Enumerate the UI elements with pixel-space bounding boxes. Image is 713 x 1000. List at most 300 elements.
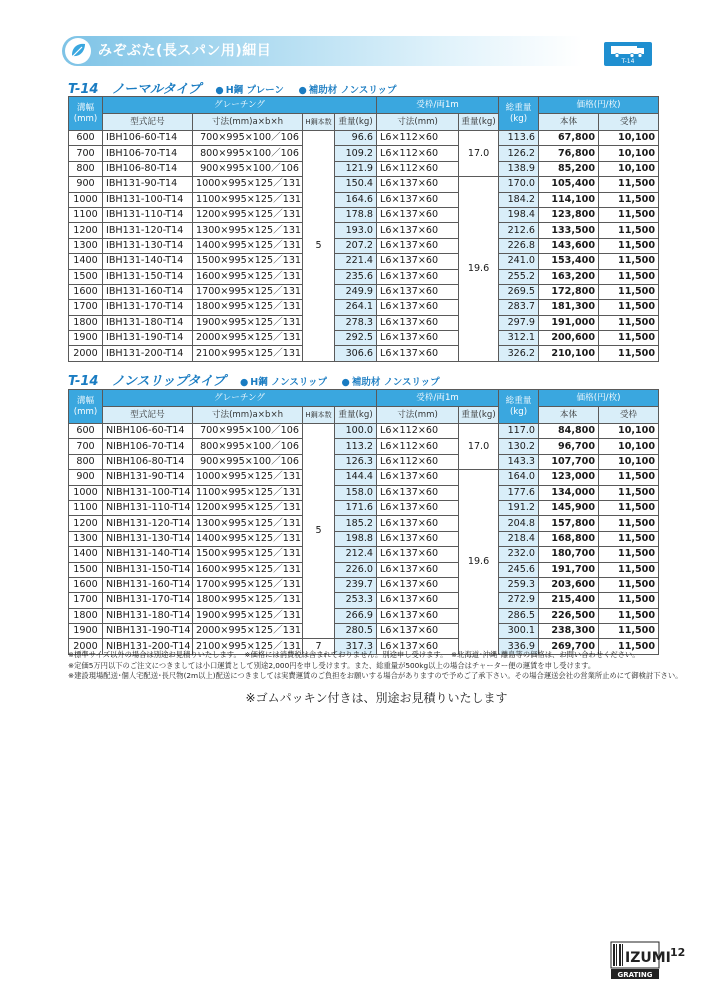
section1-table	[68, 96, 659, 362]
col-total-header	[499, 390, 539, 424]
cell-width: 1400	[69, 547, 103, 562]
cell-weight: 264.1	[335, 300, 377, 315]
cell-frame-price: 11,500	[599, 470, 659, 485]
cell-body-price: 168,800	[539, 531, 599, 546]
cell-dims: 1700×995×125／131	[193, 577, 303, 592]
cell-model: NIBH131-150-T14	[103, 562, 193, 577]
cell-body-price: 180,700	[539, 547, 599, 562]
cell-total-weight: 300.1	[499, 624, 539, 639]
cell-frame-dims: L6×137×60	[377, 531, 459, 546]
cell-width: 900	[69, 177, 103, 192]
cell-frame-price: 10,100	[599, 439, 659, 454]
section1-note2	[298, 85, 396, 96]
cell-model: NIBH131-190-T14	[103, 624, 193, 639]
cell-weight: 96.6	[335, 131, 377, 146]
cell-width: 1200	[69, 516, 103, 531]
cell-dims: 1800×995×125／131	[193, 593, 303, 608]
table-row	[69, 131, 659, 146]
cell-frame-price: 11,500	[599, 485, 659, 500]
cell-dims: 800×995×100／106	[193, 146, 303, 161]
cell-frame-dims: L6×137×60	[377, 500, 459, 515]
cell-frame-dims: L6×112×60	[377, 439, 459, 454]
cell-width: 1100	[69, 207, 103, 222]
cell-body-price: 76,800	[539, 146, 599, 161]
col-model-header: 型式記号	[103, 114, 193, 131]
cell-frame-dims: L6×137×60	[377, 485, 459, 500]
cell-width: 1300	[69, 531, 103, 546]
cell-frame-price: 11,500	[599, 639, 659, 654]
cell-dims: 700×995×100／106	[193, 131, 303, 146]
cell-width: 1000	[69, 485, 103, 500]
col-frame-weight-header: 重量(kg)	[459, 407, 499, 424]
cell-frame-dims: L6×137×60	[377, 516, 459, 531]
product-tag	[604, 42, 652, 66]
cell-frame-dims: L6×137×60	[377, 547, 459, 562]
cell-frame-price: 10,100	[599, 161, 659, 176]
cell-model: NIBH131-110-T14	[103, 500, 193, 515]
cell-body-price: 96,700	[539, 439, 599, 454]
cell-model: NIBH131-130-T14	[103, 531, 193, 546]
cell-model: NIBH131-120-T14	[103, 516, 193, 531]
cell-model: IBH106-80-T14	[103, 161, 193, 176]
cell-frame-price: 10,100	[599, 424, 659, 439]
cell-weight: 212.4	[335, 547, 377, 562]
cell-weight: 144.4	[335, 470, 377, 485]
table-row	[69, 500, 659, 515]
cell-width: 900	[69, 470, 103, 485]
cell-total-weight: 198.4	[499, 207, 539, 222]
table-row	[69, 192, 659, 207]
cell-body-price: 133,500	[539, 223, 599, 238]
cell-model: IBH131-110-T14	[103, 207, 193, 222]
cell-frame-dims: L6×137×60	[377, 238, 459, 253]
cell-frame-dims: L6×137×60	[377, 470, 459, 485]
cell-frame-price: 11,500	[599, 593, 659, 608]
cell-frame-dims: L6×137×60	[377, 284, 459, 299]
cell-frame-dims: L6×137×60	[377, 593, 459, 608]
table-row	[69, 146, 659, 161]
table-row	[69, 470, 659, 485]
cell-total-weight: 272.9	[499, 593, 539, 608]
cell-dims: 2000×995×125／131	[193, 624, 303, 639]
gasket-note: ※ゴムパッキン付きは、別途お見積りいたします	[245, 691, 508, 705]
cell-dims: 1200×995×125／131	[193, 207, 303, 222]
table-row	[69, 300, 659, 315]
cell-frame-dims: L6×112×60	[377, 146, 459, 161]
cell-model: IBH131-90-T14	[103, 177, 193, 192]
bullet-icon: ●	[215, 85, 224, 96]
cell-weight: 109.2	[335, 146, 377, 161]
footnote-2: ※定価5万円以下のご注文につきましては小口運賃として別途2,000円を申し受けます。また、総重量が500kg以上の場合はチャーター便の運賃を申し受けます。	[68, 660, 596, 670]
cell-total-weight: 218.4	[499, 531, 539, 546]
cell-model: IBH106-70-T14	[103, 146, 193, 161]
table-row	[69, 547, 659, 562]
cell-frame-dims: L6×137×60	[377, 639, 459, 654]
cell-total-weight: 138.9	[499, 161, 539, 176]
col-price-header: 価格(円/枚)	[539, 97, 659, 114]
section2-note2	[342, 377, 440, 388]
col-dims-header: 寸法(mm)a×b×h	[193, 407, 303, 424]
cell-model: NIBH106-80-T14	[103, 454, 193, 469]
cell-weight: 193.0	[335, 223, 377, 238]
col-width-label: 溝幅 (mm)	[73, 395, 98, 417]
cell-width: 1200	[69, 223, 103, 238]
cell-model: NIBH131-200-T14	[103, 639, 193, 654]
cell-frame-dims: L6×137×60	[377, 608, 459, 623]
cell-frame-price: 11,500	[599, 269, 659, 284]
cell-frame-price: 11,500	[599, 331, 659, 346]
cell-width: 1100	[69, 500, 103, 515]
cell-dims: 1600×995×125／131	[193, 562, 303, 577]
cell-frame-price: 11,500	[599, 608, 659, 623]
table-row	[69, 624, 659, 639]
cell-weight: 292.5	[335, 331, 377, 346]
cell-frame-price: 11,500	[599, 500, 659, 515]
cell-frame-dims: L6×137×60	[377, 192, 459, 207]
section1-note1	[215, 85, 284, 96]
cell-model: NIBH131-170-T14	[103, 593, 193, 608]
cell-width: 1700	[69, 300, 103, 315]
cell-frame-price: 11,500	[599, 577, 659, 592]
cell-weight: 113.2	[335, 439, 377, 454]
col-frame-header: 受枠/両1m	[377, 97, 499, 114]
cell-total-weight: 191.2	[499, 500, 539, 515]
cell-dims: 1400×995×125／131	[193, 238, 303, 253]
logo-text-bottom: GRATING	[617, 971, 653, 979]
cell-total-weight: 184.2	[499, 192, 539, 207]
cell-width: 1800	[69, 315, 103, 330]
cell-frame-price: 10,100	[599, 146, 659, 161]
section2-heading: T-14 ノンスリップタイプ	[68, 374, 226, 389]
cell-body-price: 172,800	[539, 284, 599, 299]
cell-body-price: 191,000	[539, 315, 599, 330]
col-total-label: 総重量 (kg)	[505, 102, 532, 124]
cell-width: 1700	[69, 593, 103, 608]
cell-dims: 1600×995×125／131	[193, 269, 303, 284]
table-row	[69, 454, 659, 469]
cell-weight: 150.4	[335, 177, 377, 192]
cell-weight: 158.0	[335, 485, 377, 500]
brand-logo-mark	[611, 942, 671, 980]
cell-width: 1500	[69, 562, 103, 577]
cell-total-weight: 232.0	[499, 547, 539, 562]
cell-body-price: 143,600	[539, 238, 599, 253]
cell-frame-price: 11,500	[599, 254, 659, 269]
cell-width: 800	[69, 161, 103, 176]
cell-weight: 226.0	[335, 562, 377, 577]
cell-dims: 1300×995×125／131	[193, 516, 303, 531]
cell-frame-dims: L6×112×60	[377, 131, 459, 146]
cell-total-weight: 255.2	[499, 269, 539, 284]
cell-width: 1600	[69, 577, 103, 592]
cell-width: 2000	[69, 639, 103, 654]
cell-frame-dims: L6×137×60	[377, 223, 459, 238]
cell-width: 1900	[69, 624, 103, 639]
cell-dims: 1200×995×125／131	[193, 500, 303, 515]
cell-model: IBH131-150-T14	[103, 269, 193, 284]
cell-total-weight: 269.5	[499, 284, 539, 299]
cell-frame-dims: L6×137×60	[377, 254, 459, 269]
cell-body-price: 123,800	[539, 207, 599, 222]
col-price-header: 価格(円/枚)	[539, 390, 659, 407]
col-total-header	[499, 97, 539, 131]
footnote-1: ※標準サイズ以外の場合は別途お見積りいたします。 ※価格には消費税は含まれておりません。別途申し受けます。 ※北海道･沖縄･離島等の価格は、お問い合わせください。	[68, 650, 640, 659]
header-banner	[62, 36, 582, 66]
cell-model: IBH106-60-T14	[103, 131, 193, 146]
cell-frame-dims: L6×137×60	[377, 315, 459, 330]
col-frame-price-header: 受枠	[599, 114, 659, 131]
cell-frame-price: 11,500	[599, 547, 659, 562]
cell-frame-price: 10,100	[599, 454, 659, 469]
cell-width: 700	[69, 439, 103, 454]
bullet-icon: ●	[298, 85, 307, 96]
cell-body-price: 84,800	[539, 424, 599, 439]
table-row	[69, 223, 659, 238]
cell-model: NIBH131-90-T14	[103, 470, 193, 485]
cell-body-price: 67,800	[539, 131, 599, 146]
col-body-header: 本体	[539, 407, 599, 424]
col-width-header	[69, 97, 103, 131]
cell-width: 1000	[69, 192, 103, 207]
cell-total-weight: 177.6	[499, 485, 539, 500]
table-row	[69, 577, 659, 592]
cell-frame-price: 11,500	[599, 223, 659, 238]
cell-body-price: 107,700	[539, 454, 599, 469]
col-frame-dims-header: 寸法(mm)	[377, 114, 459, 131]
cell-dims: 1900×995×125／131	[193, 315, 303, 330]
cell-model: NIBH106-70-T14	[103, 439, 193, 454]
cell-body-price: 105,400	[539, 177, 599, 192]
col-body-header: 本体	[539, 114, 599, 131]
footnotes	[68, 650, 683, 682]
cell-dims: 1100×995×125／131	[193, 485, 303, 500]
table-row	[69, 439, 659, 454]
cell-weight: 178.8	[335, 207, 377, 222]
cell-width: 600	[69, 424, 103, 439]
cell-model: IBH131-100-T14	[103, 192, 193, 207]
tag-label: T-14	[621, 58, 635, 65]
truck-icon	[610, 44, 646, 58]
cell-frame-weight: 19.6	[459, 177, 499, 362]
cell-frame-dims: L6×137×60	[377, 346, 459, 361]
bullet-icon: ●	[341, 377, 350, 388]
brand-logo	[611, 942, 671, 980]
table-row	[69, 315, 659, 330]
section2-table	[68, 389, 659, 655]
cell-model: IBH131-170-T14	[103, 300, 193, 315]
cell-dims: 1300×995×125／131	[193, 223, 303, 238]
cell-frame-dims: L6×137×60	[377, 300, 459, 315]
table-row	[69, 424, 659, 439]
cell-body-price: 191,700	[539, 562, 599, 577]
cell-model: IBH131-120-T14	[103, 223, 193, 238]
cell-width: 1400	[69, 254, 103, 269]
cell-model: IBH131-180-T14	[103, 315, 193, 330]
table-row	[69, 346, 659, 361]
cell-body-price: 215,400	[539, 593, 599, 608]
cell-total-weight: 336.9	[499, 639, 539, 654]
cell-dims: 1900×995×125／131	[193, 608, 303, 623]
cell-dims: 1700×995×125／131	[193, 284, 303, 299]
cell-width: 1500	[69, 269, 103, 284]
cell-total-weight: 113.6	[499, 131, 539, 146]
cell-body-price: 269,700	[539, 639, 599, 654]
cell-dims: 1100×995×125／131	[193, 192, 303, 207]
cell-frame-price: 11,500	[599, 192, 659, 207]
cell-model: IBH131-160-T14	[103, 284, 193, 299]
cell-frame-dims: L6×137×60	[377, 562, 459, 577]
cell-model: IBH131-190-T14	[103, 331, 193, 346]
col-hbeam-header: H鋼本数	[303, 114, 335, 131]
cell-body-price: 145,900	[539, 500, 599, 515]
cell-frame-dims: L6×137×60	[377, 331, 459, 346]
cell-total-weight: 226.8	[499, 238, 539, 253]
cell-width: 1800	[69, 608, 103, 623]
cell-frame-dims: L6×137×60	[377, 624, 459, 639]
cell-frame-price: 11,500	[599, 531, 659, 546]
cell-width: 700	[69, 146, 103, 161]
cell-frame-price: 11,500	[599, 238, 659, 253]
cell-weight: 278.3	[335, 315, 377, 330]
col-frame-price-header: 受枠	[599, 407, 659, 424]
cell-total-weight: 204.8	[499, 516, 539, 531]
cell-weight: 185.2	[335, 516, 377, 531]
col-total-label: 総重量 (kg)	[505, 395, 532, 417]
cell-weight: 253.3	[335, 593, 377, 608]
cell-weight: 266.9	[335, 608, 377, 623]
cell-total-weight: 283.7	[499, 300, 539, 315]
cell-total-weight: 259.3	[499, 577, 539, 592]
cell-weight: 306.6	[335, 346, 377, 361]
cell-body-price: 134,000	[539, 485, 599, 500]
cell-body-price: 157,800	[539, 516, 599, 531]
table-row	[69, 562, 659, 577]
cell-weight: 164.6	[335, 192, 377, 207]
cell-hbeam-count: 7	[303, 639, 335, 654]
cell-frame-price: 11,500	[599, 562, 659, 577]
section1-note2-text: 補助材 ノンスリップ	[308, 85, 397, 96]
cell-width: 1900	[69, 331, 103, 346]
cell-total-weight: 312.1	[499, 331, 539, 346]
cell-dims: 1000×995×125／131	[193, 470, 303, 485]
cell-frame-weight: 17.0	[459, 131, 499, 177]
cell-model: IBH131-140-T14	[103, 254, 193, 269]
cell-hbeam-count: 5	[303, 424, 335, 639]
leaf-icon	[64, 37, 92, 65]
cell-body-price: 226,500	[539, 608, 599, 623]
cell-total-weight: 143.3	[499, 454, 539, 469]
cell-total-weight: 241.0	[499, 254, 539, 269]
cell-model: IBH131-130-T14	[103, 238, 193, 253]
section1-note1-text: H鋼 プレーン	[225, 85, 284, 96]
cell-dims: 1500×995×125／131	[193, 547, 303, 562]
cell-weight: 207.2	[335, 238, 377, 253]
table-row	[69, 284, 659, 299]
cell-weight: 100.0	[335, 424, 377, 439]
cell-body-price: 114,100	[539, 192, 599, 207]
cell-frame-price: 11,500	[599, 300, 659, 315]
cell-total-weight: 326.2	[499, 346, 539, 361]
cell-frame-price: 11,500	[599, 177, 659, 192]
col-hbeam-header: H鋼本数	[303, 407, 335, 424]
logo-text-top: IZUMI	[625, 950, 671, 966]
cell-weight: 317.3	[335, 639, 377, 654]
section2-note1-text: H鋼 ノンスリップ	[250, 377, 328, 388]
cell-dims: 1000×995×125／131	[193, 177, 303, 192]
table-row	[69, 593, 659, 608]
cell-hbeam-count: 5	[303, 131, 335, 362]
cell-width: 800	[69, 454, 103, 469]
cell-body-price: 203,600	[539, 577, 599, 592]
cell-body-price: 85,200	[539, 161, 599, 176]
col-width-header	[69, 390, 103, 424]
table-row	[69, 177, 659, 192]
cell-body-price: 181,300	[539, 300, 599, 315]
cell-dims: 1500×995×125／131	[193, 254, 303, 269]
cell-width: 2000	[69, 346, 103, 361]
cell-model: IBH131-200-T14	[103, 346, 193, 361]
cell-dims: 1400×995×125／131	[193, 531, 303, 546]
cell-weight: 235.6	[335, 269, 377, 284]
cell-dims: 1800×995×125／131	[193, 300, 303, 315]
cell-total-weight: 212.6	[499, 223, 539, 238]
col-frame-weight-header: 重量(kg)	[459, 114, 499, 131]
cell-total-weight: 286.5	[499, 608, 539, 623]
table-row	[69, 485, 659, 500]
cell-dims: 2100×995×125／131	[193, 639, 303, 654]
cell-frame-dims: L6×112×60	[377, 424, 459, 439]
table-row	[69, 238, 659, 253]
section2-note2-text: 補助材 ノンスリップ	[351, 377, 440, 388]
cell-total-weight: 130.2	[499, 439, 539, 454]
cell-total-weight: 245.6	[499, 562, 539, 577]
cell-frame-dims: L6×137×60	[377, 207, 459, 222]
cell-frame-dims: L6×137×60	[377, 269, 459, 284]
cell-frame-dims: L6×137×60	[377, 577, 459, 592]
page-title: みぞぶた(長スパン用)細目	[98, 43, 272, 59]
cell-dims: 2100×995×125／131	[193, 346, 303, 361]
cell-total-weight: 117.0	[499, 424, 539, 439]
cell-body-price: 210,100	[539, 346, 599, 361]
cell-frame-price: 11,500	[599, 315, 659, 330]
cell-frame-dims: L6×112×60	[377, 454, 459, 469]
cell-total-weight: 170.0	[499, 177, 539, 192]
cell-frame-weight: 17.0	[459, 424, 499, 470]
cell-frame-weight: 19.6	[459, 470, 499, 655]
cell-weight: 171.6	[335, 500, 377, 515]
cell-frame-price: 10,100	[599, 131, 659, 146]
section2-title	[68, 370, 440, 389]
col-grating-header: グレーチング	[103, 97, 377, 114]
cell-dims: 900×995×100／106	[193, 161, 303, 176]
cell-frame-dims: L6×112×60	[377, 161, 459, 176]
cell-frame-price: 11,500	[599, 207, 659, 222]
section1-heading: T-14 ノーマルタイプ	[68, 82, 201, 97]
cell-frame-price: 11,500	[599, 284, 659, 299]
cell-weight: 126.3	[335, 454, 377, 469]
col-model-header: 型式記号	[103, 407, 193, 424]
col-weight-header: 重量(kg)	[335, 114, 377, 131]
cell-frame-price: 11,500	[599, 516, 659, 531]
cell-model: NIBH106-60-T14	[103, 424, 193, 439]
table-row	[69, 207, 659, 222]
col-dims-header: 寸法(mm)a×b×h	[193, 114, 303, 131]
cell-weight: 249.9	[335, 284, 377, 299]
table-row	[69, 531, 659, 546]
cell-dims: 700×995×100／106	[193, 424, 303, 439]
cell-weight: 239.7	[335, 577, 377, 592]
cell-frame-price: 11,500	[599, 624, 659, 639]
